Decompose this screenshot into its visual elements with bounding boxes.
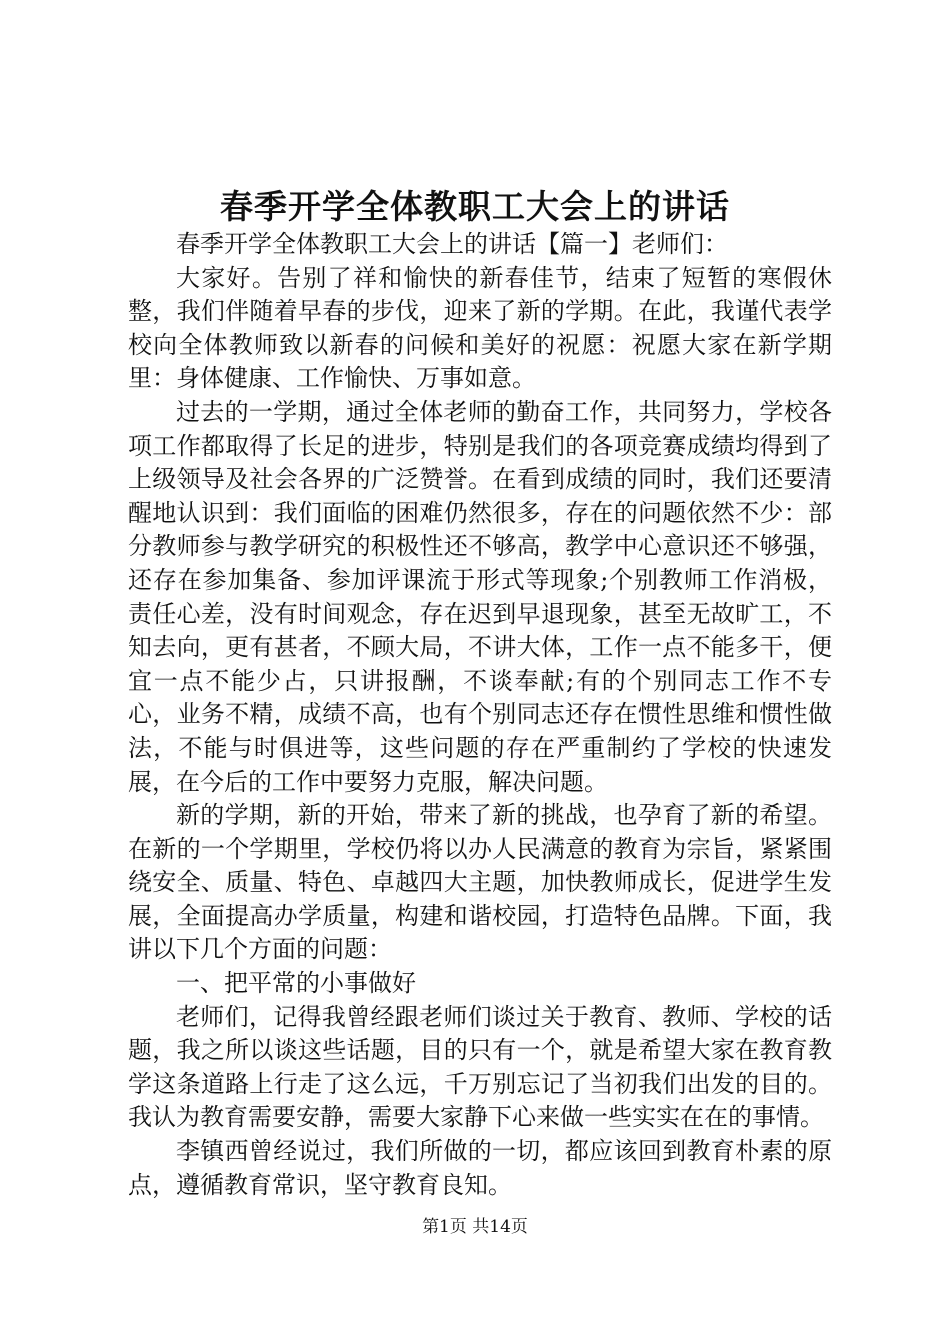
paragraph-greeting: 大家好。告别了祥和愉快的新春佳节，结束了短暂的寒假休整，我们伴随着早春的步伐，迎来了新的学期。在此，我谨代表学校向全体教师致以新春的问候和美好的祝愿：祝愿大家在新学期里：身体健康、工作愉快、万事如意。 bbox=[128, 263, 832, 393]
paragraph-quote: 李镇西曾经说过，我们所做的一切，都应该回到教育朴素的原点，遵循教育常识，坚守教育良知。 bbox=[128, 1137, 832, 1199]
paragraph-review: 过去的一学期，通过全体老师的勤奋工作，共同努力，学校各项工作都取得了长足的进步，特别是我们的各项竞赛成绩均得到了上级领导及社会各界的广泛赞誉。在看到成绩的同时，我们还要清醒地认识到：我们面临的困难仍然很多，存在的问题依然不少：部分教师参与教学研究的积极性还不够高，教学中心意识还不够强，还存在参加集备、参加评课流于形式等现象;个别教师工作消极，责任心差，没有时间观念，存在迟到早退现象，甚至无故旷工，不知去向，更有甚者，不顾大局，不讲大体，工作一点不能多干，便宜一点不能少占，只讲报酬，不谈奉献;有的个别同志工作不专心，业务不精，成绩不高，也有个别同志还存在惯性思维和惯性做法，不能与时俱进等，这些问题的存在严重制约了学校的快速发展，在今后的工作中要努力克服，解决问题。 bbox=[128, 397, 832, 796]
paragraph-new-semester: 新的学期，新的开始，带来了新的挑战，也孕育了新的希望。在新的一个学期里，学校仍将以办人民满意的教育为宗旨，紧紧围绕安全、质量、特色、卓越四大主题，加快教师成长，促进学生发展，全面提高办学质量，构建和谐校园，打造特色品牌。下面，我讲以下几个方面的问题： bbox=[128, 801, 832, 964]
page-title: 春季开学全体教职工大会上的讲话 bbox=[220, 187, 730, 226]
page-number: 第1页 共14页 bbox=[422, 1217, 528, 1237]
paragraph-purpose: 老师们，记得我曾经跟老师们谈过关于教育、教师、学校的话题，我之所以谈这些话题，目的只有一个，就是希望大家在教育教学这条道路上行走了这么远，千万别忘记了当初我们出发的目的。我认为教育需要安静，需要大家静下心来做一些实实在在的事情。 bbox=[128, 1002, 832, 1132]
section-heading: 一、把平常的小事做好 bbox=[176, 969, 416, 998]
paragraph-salutation: 春季开学全体教职工大会上的讲话【篇一】老师们： bbox=[176, 230, 728, 258]
document-body bbox=[128, 228, 832, 1202]
